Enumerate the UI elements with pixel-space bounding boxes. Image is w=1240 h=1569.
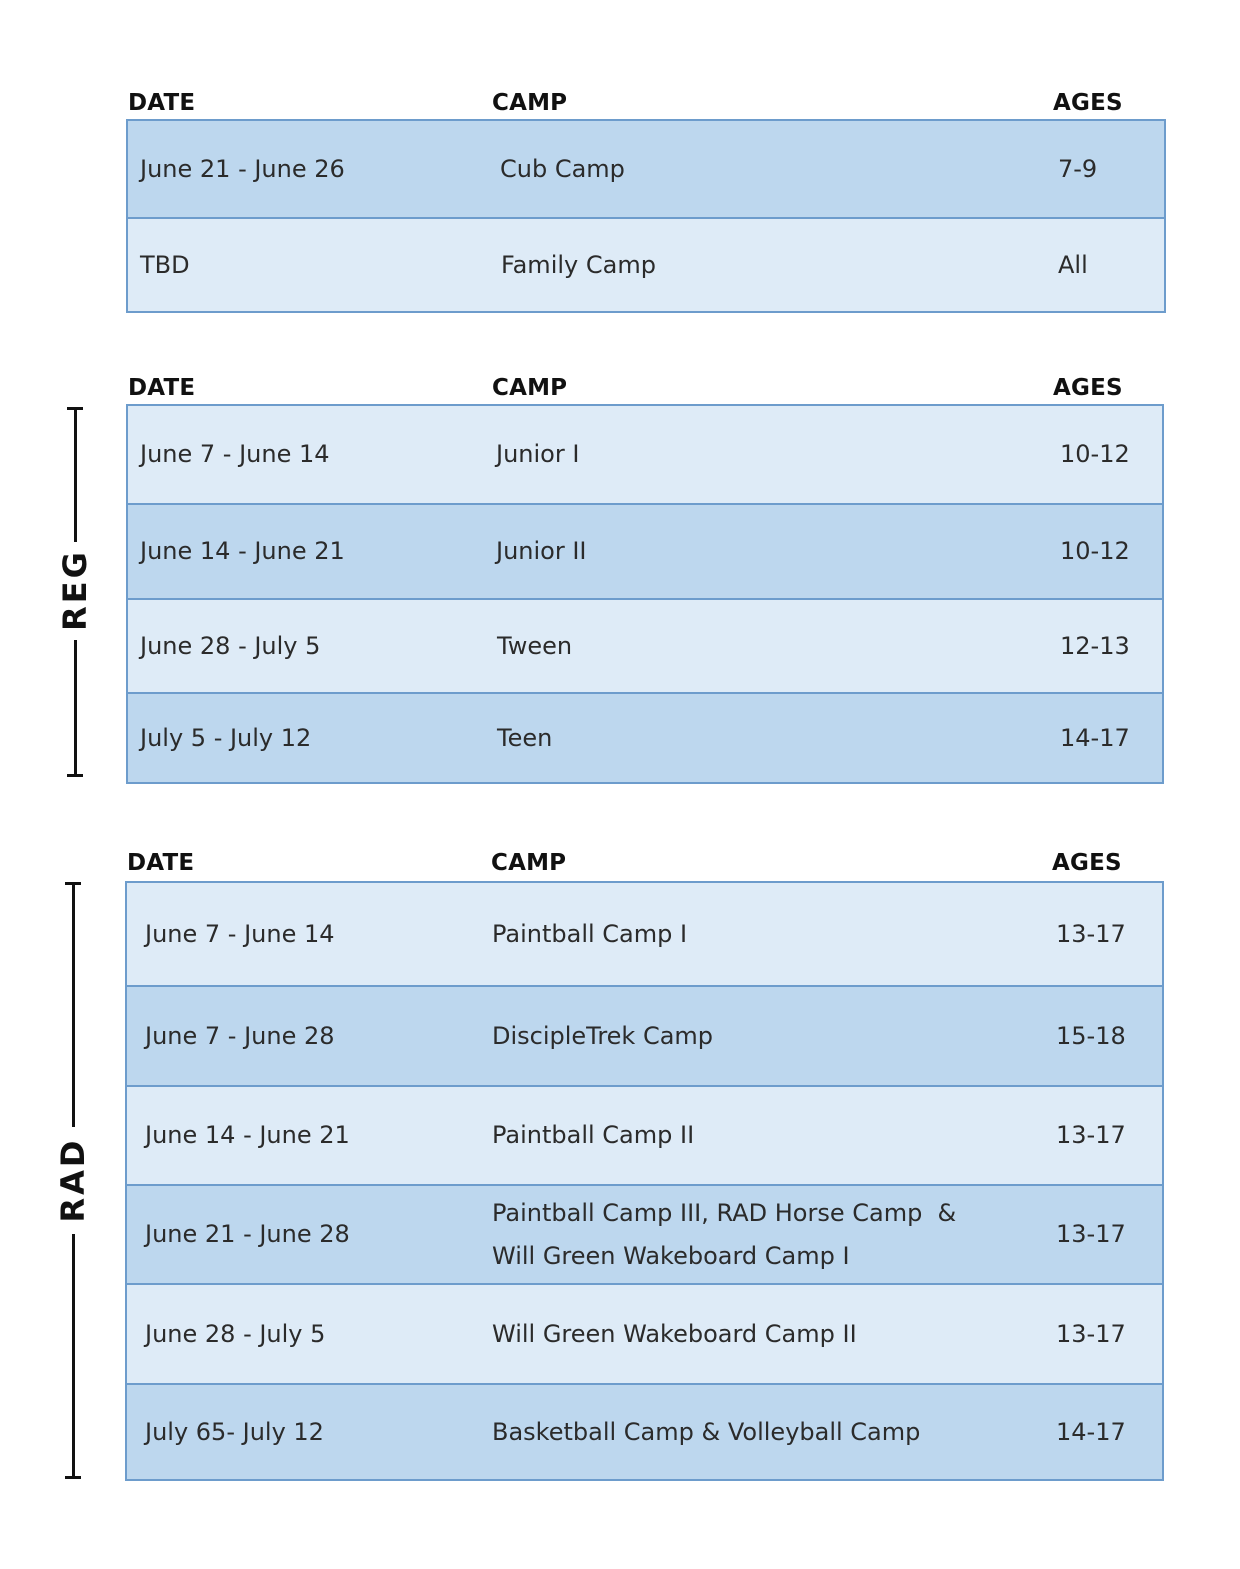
camp-cell: Basketball Camp & Volleyball Camp xyxy=(492,1417,921,1446)
bracket-cap-bottom xyxy=(65,1476,81,1479)
date-cell: June 14 - June 21 xyxy=(145,1121,350,1149)
date-column-header: DATE xyxy=(127,850,195,876)
reg-label: REG xyxy=(56,549,94,631)
date-cell: June 7 - June 14 xyxy=(145,919,335,948)
camp-cell: Junior II xyxy=(496,537,587,565)
ages-cell: 14-17 xyxy=(1056,1417,1126,1446)
date-column-header: DATE xyxy=(128,90,196,116)
date-cell: June 14 - June 21 xyxy=(140,537,345,565)
camp-cell-line: Will Green Wakeboard Camp I xyxy=(492,1241,850,1270)
bracket-line-top xyxy=(72,882,75,1127)
ages-cell: 13-17 xyxy=(1056,1220,1126,1248)
camp-column-header: CAMP xyxy=(492,375,568,401)
ages-cell: 15-18 xyxy=(1056,1021,1126,1050)
camp-cell: Paintball Camp II xyxy=(492,1121,695,1149)
table-row xyxy=(127,1085,1162,1184)
camp-cell: DiscipleTrek Camp xyxy=(492,1021,714,1050)
camp-cell-line: Paintball Camp III, RAD Horse Camp & xyxy=(492,1198,957,1227)
table-row xyxy=(127,1184,1162,1283)
table-row xyxy=(127,1383,1162,1479)
table-row xyxy=(128,217,1164,311)
table-row xyxy=(128,121,1164,217)
camp-cell xyxy=(492,1186,956,1283)
table-row xyxy=(127,985,1162,1085)
date-cell: June 7 - June 28 xyxy=(145,1021,335,1050)
ages-cell: 12-13 xyxy=(1060,631,1130,660)
bracket-cap-bottom xyxy=(67,774,83,777)
ages-cell: All xyxy=(1058,250,1088,279)
camp-cell: Junior I xyxy=(496,440,580,468)
camp-table-general xyxy=(126,119,1166,313)
camp-cell: Cub Camp xyxy=(500,154,625,183)
camp-cell: Paintball Camp I xyxy=(492,919,688,948)
ages-cell: 13-17 xyxy=(1056,1319,1126,1348)
camp-table-rad xyxy=(125,881,1164,1481)
camp-cell: Family Camp xyxy=(501,250,656,279)
rad-label: RAD xyxy=(54,1137,92,1223)
ages-column-header: AGES xyxy=(1053,90,1123,116)
camp-table-reg xyxy=(126,404,1164,784)
bracket-line-bottom xyxy=(74,640,77,777)
date-cell: June 21 - June 28 xyxy=(145,1220,350,1248)
date-cell: TBD xyxy=(140,250,190,279)
camp-cell: Tween xyxy=(497,631,573,660)
table-row xyxy=(128,692,1162,782)
camp-column-header: CAMP xyxy=(491,850,567,876)
date-cell: June 28 - July 5 xyxy=(140,631,321,660)
date-cell: July 5 - July 12 xyxy=(140,723,312,752)
date-column-header: DATE xyxy=(128,375,196,401)
ages-cell: 7-9 xyxy=(1058,154,1098,183)
table-row xyxy=(127,883,1162,985)
table-row xyxy=(128,406,1162,503)
ages-column-header: AGES xyxy=(1053,375,1123,401)
ages-cell: 10-12 xyxy=(1060,440,1130,468)
table-row xyxy=(127,1283,1162,1383)
ages-cell: 14-17 xyxy=(1060,723,1130,752)
ages-cell: 13-17 xyxy=(1056,1121,1126,1149)
date-cell: June 21 - June 26 xyxy=(140,154,345,183)
date-cell: July 65- July 12 xyxy=(145,1417,324,1446)
ages-column-header: AGES xyxy=(1052,850,1122,876)
reg-bracket xyxy=(55,407,95,777)
table-row xyxy=(128,598,1162,692)
bracket-line-top xyxy=(74,407,77,542)
table-row xyxy=(128,503,1162,598)
date-cell: June 28 - July 5 xyxy=(145,1319,326,1348)
bracket-line-bottom xyxy=(72,1234,75,1479)
ages-cell: 10-12 xyxy=(1060,537,1130,565)
camp-column-header: CAMP xyxy=(492,90,568,116)
camp-cell: Will Green Wakeboard Camp II xyxy=(492,1319,857,1348)
ages-cell: 13-17 xyxy=(1056,919,1126,948)
camp-cell: Teen xyxy=(497,723,553,752)
date-cell: June 7 - June 14 xyxy=(140,440,330,468)
rad-bracket xyxy=(53,882,93,1479)
